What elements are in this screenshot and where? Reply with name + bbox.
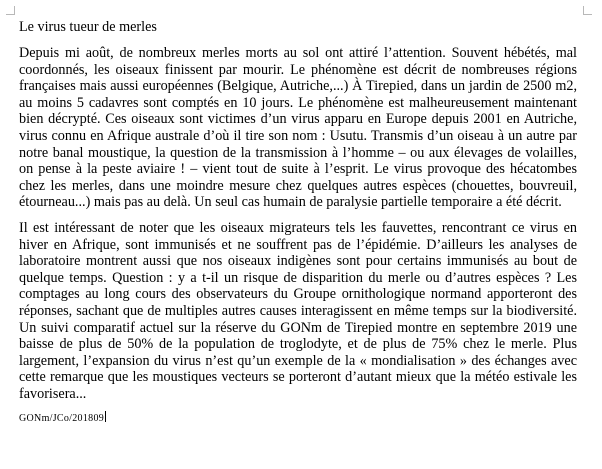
page-margin-corner-top-right — [583, 6, 592, 15]
document-body[interactable] — [19, 18, 577, 425]
text-cursor — [105, 411, 106, 422]
footer-text: GONm/JCo/201809 — [19, 413, 105, 425]
document-title: Le virus tueur de merles — [19, 19, 157, 35]
paragraph-1: Depuis mi août, de nombreux merles morts au sol ont attiré l’attention. Souvent hébétés, mal coordonnés, les oiseaux finissent par mourir. Le phénomène est décrit de nombreuses régions françaises mais aussi européennes (Belgique, Autriche,...) À Tirepied, dans un jardin de 2500 m2, au moins 5 cadavres sont comptés en 10 jours. Le phénomène est malheureusement maintenant bien décrypté. Ces oiseaux sont victimes d’un virus apparu en Europe depuis 2001 en Autriche, virus connu en Afrique australe d’où il tire son nom : Usutu. Transmis d’un oiseau à un autre par notre banal moustique, la question de la transmission à l’homme – ou aux élevages de volailles, on pense à la peste aviaire ! – vient tout de suite à l’esprit. Le virus provoque des hécatombes chez les merles, dans une moindre mesure chez quelques autres espèces (chouettes, bouvreuil, étourneau...) mais pas au delà. Un seul cas humain de paralysie partielle temporaire a été décrit. — [19, 45, 577, 211]
document-footer-reference — [19, 411, 577, 425]
page-margin-corner-top-left — [6, 6, 15, 15]
paragraph-2: Il est intéressant de noter que les oiseaux migrateurs tels les fauvettes, rencontrant ce virus en hiver en Afrique, sont immunisés et ne souffrent pas de l’épidémie. D’ailleurs les analyses de laboratoire montrent aussi que nos oiseaux indigènes sont pour certains immunisés au bout de quelque temps. Question : y a t-il un risque de disparition du merle ou d’autres espèces ? Les comptages au long cours des observateurs du Groupe ornithologique normand apporteront des réponses, sachant que de multiples autres causes interagissent en même temps sur la biodiversité. Un suivi comparatif actuel sur la réserve du GONm de Tirepied montre en septembre 2019 une baisse de plus de 50% de la population de troglodyte, et de plus de 75% chez le merle. Plus largement, l’expansion du virus n’est qu’un exemple de la « mondialisation » des échanges avec cette remarque que les moustiques vecteurs se porteront d’autant mieux que la météo estivale les favorisera... — [19, 219, 577, 402]
